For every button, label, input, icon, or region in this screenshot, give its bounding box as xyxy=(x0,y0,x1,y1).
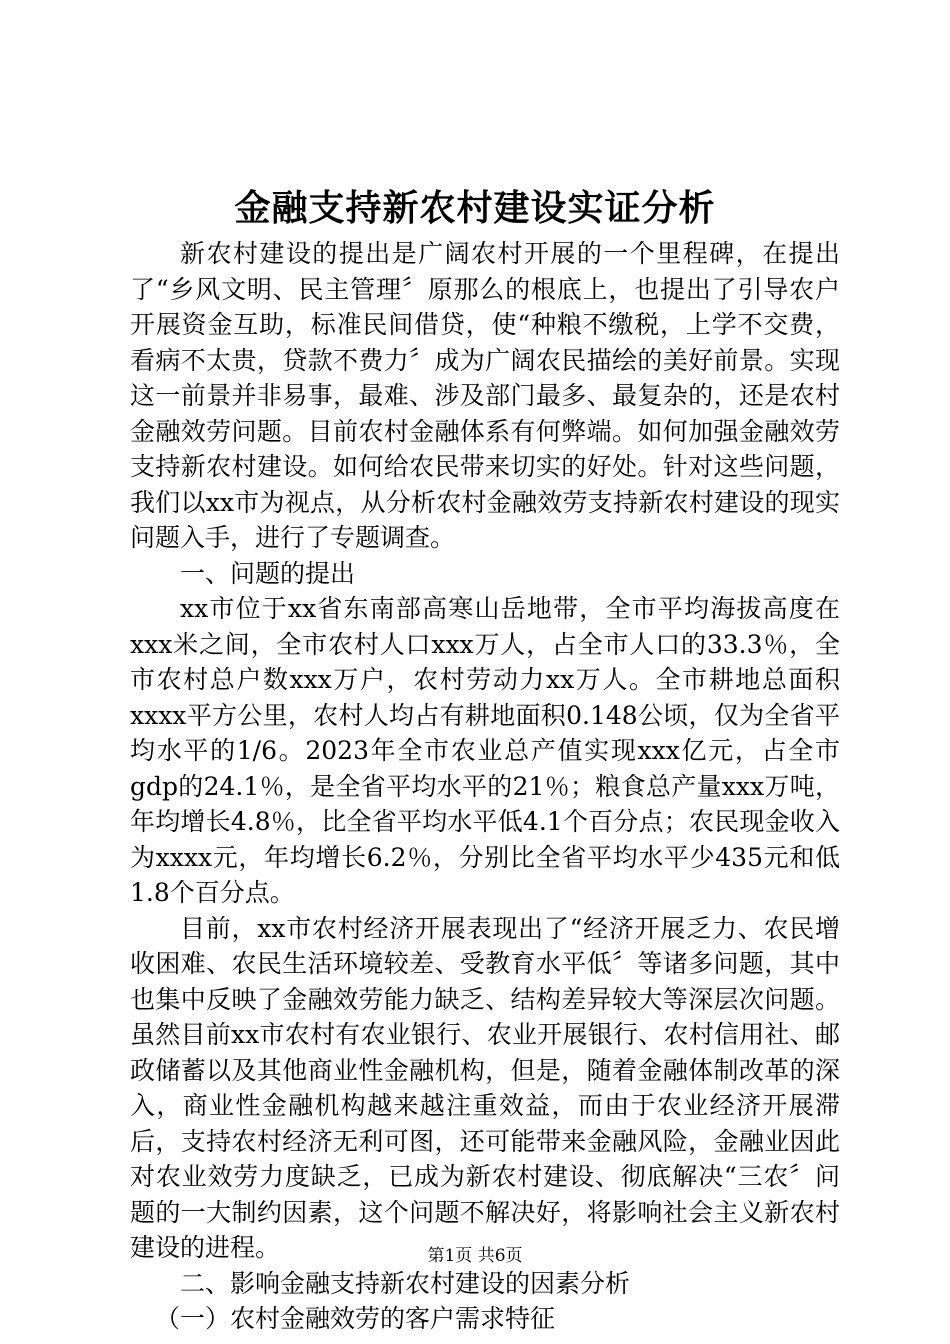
page-footer: 第1页 共6页 xyxy=(427,1246,523,1266)
section-1-paragraph-2: 目前，xx市农村经济开展表现出了“经济开展乏力、农民增收困难、农民生活环境较差、受教育水平低〞等诸多问题，其中也集中反映了金融效劳能力缺乏、结构差异较大等深层次问题。虽然目前xx市农村有农业银行、农业开展银行、农村信用社、邮政储蓄以及其他商业性金融机构，但是，随着金融体制改革的深入，商业性金融机构越来越注重效益，而由于农业经济开展滞后，支持农村经济无利可图，还可能带来金融风险，金融业因此对农业效劳力度缺乏，已成为新农村建设、彻底解决“三农〞问题的一大制约因素，这个问题不解决好，将影响社会主义新农村建设的进程。 xyxy=(130,913,840,1262)
section-heading-2: 二、影响金融支持新农村建设的因素分析 xyxy=(180,1268,631,1298)
section-1-paragraph-1: xx市位于xx省东南部高寒山岳地带，全市平均海拔高度在xxx米之间，全市农村人口xxx万人，占全市人口的33.3％，全市农村总户数xxx万户，农村劳动力xx万人。全市耕地总面积xxxx平方公里，农村人均占有耕地面积0.148公顷，仅为全省平均水平的1/6。2023年全市农业总产值实现xxx亿元，占全市gdp的24.1％，是全省平均水平的21％；粮食总产量xxx万吨，年均增长4.8％，比全省平均水平低4.1个百分点；农民现金收入为xxxx元，年均增长6.2％，分别比全省平均水平少435元和低1.8个百分点。 xyxy=(130,594,840,907)
document-body xyxy=(130,236,840,1337)
intro-paragraph: 新农村建设的提出是广阔农村开展的一个里程碑，在提出了“乡风文明、民主管理〞原那么的根底上，也提出了引导农户开展资金互助，标准民间借贷，使“种粮不缴税，上学不交费，看病不太贵，贷款不费力〞成为广阔农民描绘的美好前景。实现这一前景并非易事，最难、涉及部门最多、最复杂的，还是农村金融效劳问题。目前农村金融体系有何弊端。如何加强金融效劳支持新农村建设。如何给农民带来切实的好处。针对这些问题，我们以xx市为视点，从分析农村金融效劳支持新农村建设的现实问题入手，进行了专题调查。 xyxy=(130,239,840,552)
section-heading-1: 一、问题的提出 xyxy=(180,558,356,588)
document-title: 金融支持新农村建设实证分析 xyxy=(234,187,716,229)
subsection-heading-2-1: （一）农村金融效劳的客户需求特征 xyxy=(155,1304,556,1333)
